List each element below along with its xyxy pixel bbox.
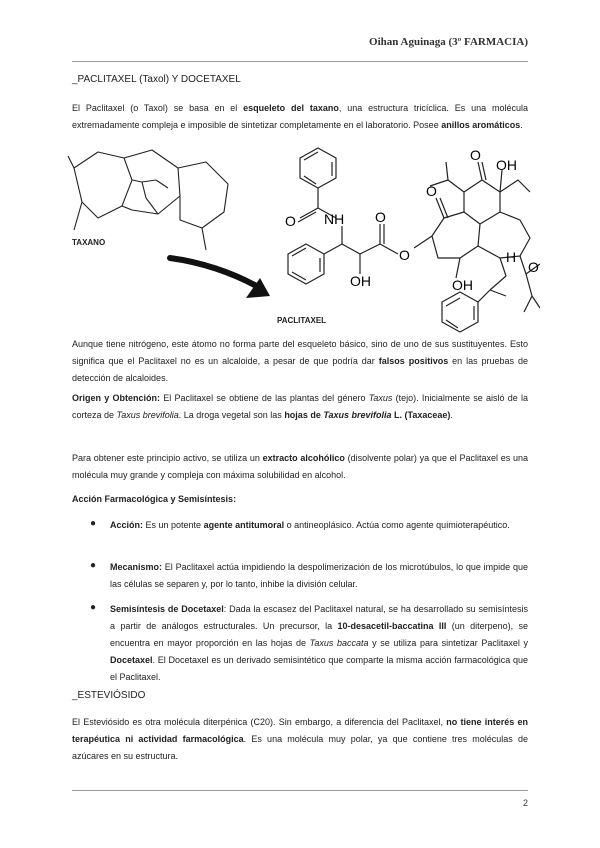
extraction-paragraph: Para obtener este principio activo, se utiliza un extracto alcohólico (disolvente polar) ya que el Paclitaxel es una molécula muy grande y compleja con máxima solubilidad en alcohol.: [72, 453, 528, 480]
atom-o-ketone-top: O: [470, 147, 481, 163]
nitrogen-paragraph: Aunque tiene nitrógeno, este átomo no forma parte del esqueleto básico, sino de uno de sus sustituyentes. Esto significa que el Paclitaxel no es un alcaloide, a pesar de que podría dar falsos positivos en las pruebas de detección de alcaloides.: [72, 339, 528, 383]
paclitaxel-structure: [288, 148, 540, 332]
pharmacology-subheading: Acción Farmacológica y Semisíntesis:: [72, 494, 237, 504]
footer-rule: [72, 790, 528, 791]
paclitaxel-label: PACLITAXEL: [277, 316, 327, 325]
section-title-paclitaxel: _PACLITAXEL (Taxol) Y DOCETAXEL: [72, 74, 241, 85]
section-title-esteviosido: _ESTEVIÓSIDO: [72, 690, 146, 701]
atom-oh-top: OH: [496, 157, 517, 173]
bullet-dot: ●: [90, 518, 97, 529]
bullet-accion-text: Acción: Es un potente agente antitumoral o antineoplásico. Actúa como agente quimioterapéutico.: [110, 520, 510, 530]
origin-paragraph: Origen y Obtención: El Paclitaxel se obtiene de las plantas del género Taxus (tejo). Inicialmente se aisló de la corteza de Taxus brevifolia. La droga vegetal son las hojas de Taxus brevifolia L. (Taxaceae).: [72, 393, 529, 420]
header-rule: [72, 61, 528, 62]
intro-paragraph: El Paclitaxel (o Taxol) se basa en el esqueleto del taxano, una estructura tricíclica. Es una molécula extremadamente compleja e imposible de sintetizar completamente en el laboratorio. Posee anillos aromáticos.: [72, 103, 529, 130]
atom-oh-core: OH: [452, 277, 473, 293]
bullet-mecanismo-text: Mecanismo: El Paclitaxel actúa impidiendo la despolimerización de los microtúbulos, lo que impide que las células se separen y, por lo tanto, inhibe la división celular.: [110, 562, 528, 589]
esteviosido-paragraph: El Esteviósido es otra molécula diterpénica (C20). Sin embargo, a diferencia del Paclitaxel, no tiene interés en terapéutica ni actividad farmacológica. Es una molécula muy polar, ya que contiene tres moléculas de azúcares en su estructura.: [72, 717, 528, 761]
bullet-dot: ●: [90, 602, 97, 613]
paclitaxel-figure: [60, 140, 540, 335]
atom-o-oxetane: O: [528, 259, 539, 275]
atom-o-carbonyl: O: [375, 209, 386, 225]
atom-nh: NH: [324, 211, 345, 227]
page-number: 2: [522, 798, 528, 808]
taxano-label: TAXANO: [72, 238, 106, 247]
header-author: Oihan Aguinaga (3º FARMACIA): [369, 36, 528, 48]
arrow-shaft: [170, 258, 260, 288]
bullet-semisintesis-text: Semisíntesis de Docetaxel: Dada la escasez del Paclitaxel natural, se ha desarrollado su semisíntesis a partir de análogos estructurales. Un precursor, la 10-desacetil-baccatina III (un diterpeno), se encuentra en mayor proporción en las hojas de Taxus baccata y se utiliza para sintetizar Paclitaxel y Docetaxel. El Docetaxel es un derivado semisintético que comparte la misma acción farmacológica que el Paclitaxel.: [110, 604, 528, 682]
atom-o-ester: O: [399, 247, 410, 263]
atom-oh-sidechain: OH: [350, 273, 371, 289]
bullet-dot: ●: [90, 560, 97, 571]
taxane-skeleton: [68, 150, 228, 250]
atom-h-core: H: [506, 249, 517, 265]
atom-o-amide: O: [285, 213, 296, 229]
atom-o-ketone-left: O: [426, 183, 437, 199]
